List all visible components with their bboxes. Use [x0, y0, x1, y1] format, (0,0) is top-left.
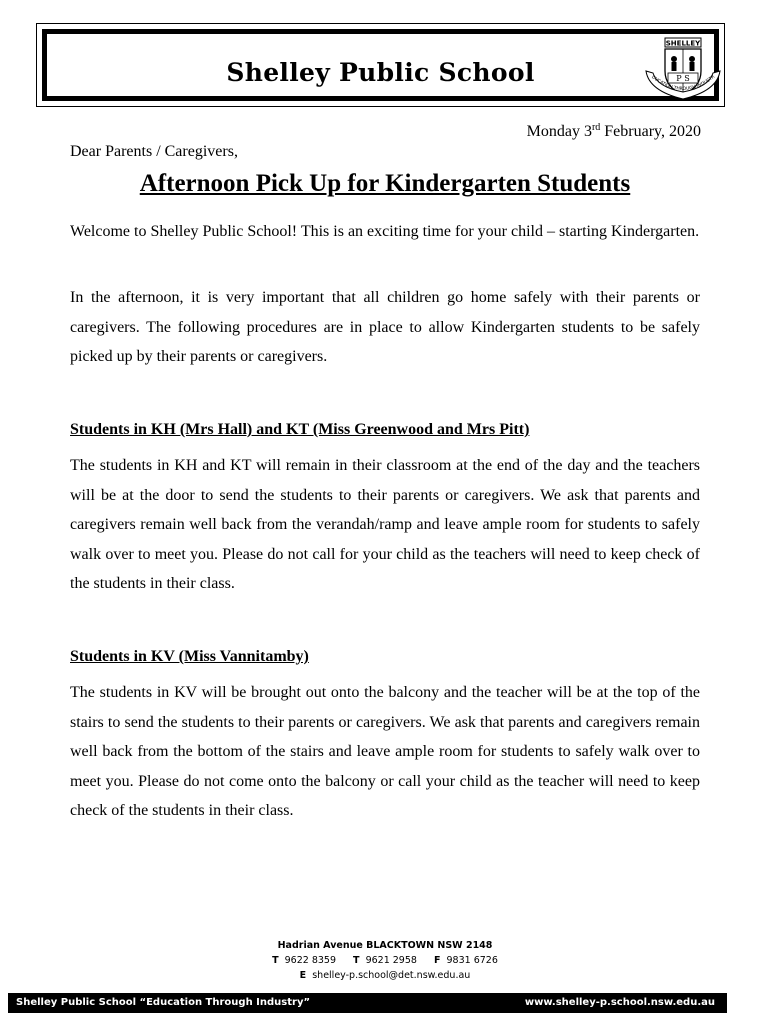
paragraph-kv: The students in KV will be brought out onto the balcony and the teacher will be at the top of the stairs to send the students to their parents or caregivers. We ask that parents and caregivers remain well back from the bottom of the stairs and leave ample room for students to safely walk over to meet you. Please do not come onto the balcony or call your child as the teacher will need to keep check of the students in their class. — [70, 684, 700, 819]
footer-email-line: E shelley-p.school@det.nsw.edu.au — [299, 970, 471, 981]
footer-email: shelley-p.school@det.nsw.edu.au — [312, 970, 471, 981]
phone-number: 9621 2958 — [365, 955, 417, 966]
footer-contact — [0, 938, 770, 983]
heading-kh-kt: Students in KH (Mrs Hall) and KT (Miss Greenwood and Mrs Pitt) — [70, 421, 530, 438]
footer-address: Hadrian Avenue BLACKTOWN NSW 2148 — [277, 940, 493, 951]
footer-motto: Shelley Public School “Education Through Industry” — [16, 997, 311, 1008]
letterhead-border — [42, 29, 719, 101]
svg-text:SHELLEY: SHELLEY — [665, 39, 701, 48]
school-crest-logo — [643, 37, 723, 101]
svg-text:P S: P S — [676, 74, 690, 83]
letter-title: Afternoon Pick Up for Kindergarten Students — [139, 170, 631, 197]
date-ordinal: rd — [591, 122, 601, 133]
paragraph-kh-kt: The students in KH and KT will remain in their classroom at the end of the day and the teachers will be at the door to send the students to their parents or caregivers. We ask that parents and caregivers remain well back from the verandah/ramp and leave ample room for students to safely walk over to meet you. Please do not call for your child as the teachers will need to keep check of the students in their class. — [70, 457, 700, 592]
footer-website: www.shelley-p.school.nsw.edu.au — [524, 997, 715, 1008]
paragraph-afternoon: In the afternoon, it is very important that all children go home safely with their parents or caregivers. The following procedures are in place to allow Kindergarten students to be safely picked up by their parents or caregivers. — [70, 289, 700, 365]
fax-number: 9831 6726 — [446, 955, 498, 966]
phone-number: 9622 8359 — [284, 955, 336, 966]
school-name: Shelley Public School — [226, 58, 535, 87]
paragraph-welcome: Welcome to Shelley Public School! This is an exciting time for your child – starting Kindergarten. — [70, 223, 700, 240]
heading-kv: Students in KV (Miss Vannitamby) — [70, 648, 309, 665]
svg-text:EDUCATION THROUGH INDUSTRY: DUCATION THROUGH INDUSTR — [650, 74, 716, 93]
letterhead — [36, 23, 725, 107]
footer-bar — [8, 993, 727, 1013]
footer-phones: T 9622 8359 T 9621 2958 F 9831 6726 — [272, 955, 498, 966]
letter-date: Monday 3rd February, 2020 — [526, 122, 701, 140]
greeting: Dear Parents / Caregivers, — [70, 143, 238, 160]
